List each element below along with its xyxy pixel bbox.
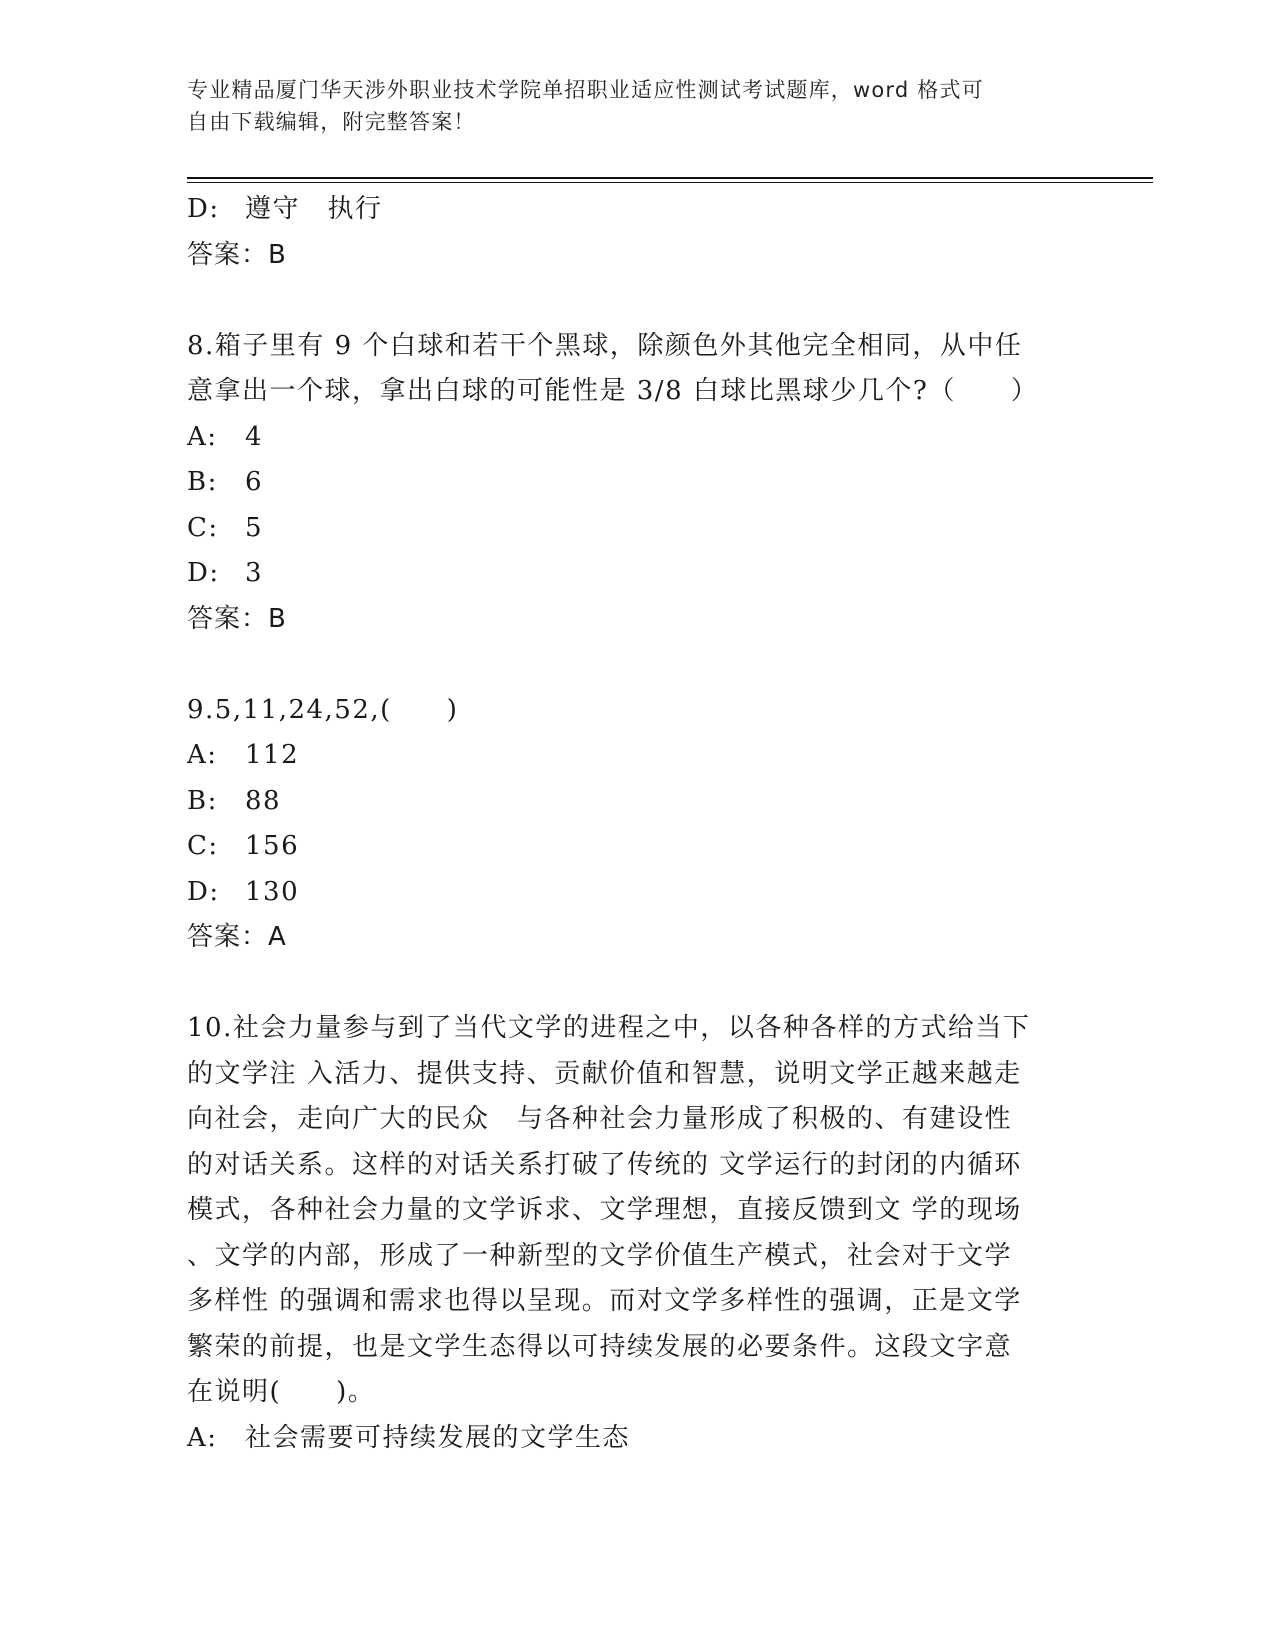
option-letter: D: [187, 194, 220, 224]
option-a [187, 1416, 1067, 1462]
option-text: 88 [245, 785, 282, 816]
option-a [187, 415, 1067, 461]
header-line-1: 专业精品厦门华天涉外职业技术学院单招职业适应性测试考试题库，word 格式可 [187, 78, 984, 102]
option-letter: B: [187, 467, 218, 497]
header-divider-thick [187, 177, 1153, 179]
question-text-line: 向社会，走向广大的民众 与各种社会力量形成了积极的、有建设性 [187, 1104, 1013, 1134]
option-d [187, 187, 1067, 233]
question-text-line: 繁荣的前提，也是文学生态得以可持续发展的必要条件。这段文字意 [187, 1331, 1013, 1362]
option-text: 156 [245, 831, 300, 861]
option-letter: A: [187, 421, 218, 452]
option-text: 社会需要可持续发展的文学生态 [245, 1422, 631, 1453]
answer-line: 答案：B [187, 239, 287, 270]
header-line-2: 自由下载编辑，附完整答案！ [187, 110, 476, 134]
option-a [187, 733, 1067, 779]
question-text-line: 9.5,11,24,52,( ) [187, 694, 459, 725]
option-text: 6 [245, 467, 264, 497]
option-text: 112 [245, 740, 300, 770]
document-body [187, 187, 1067, 1461]
question-text-line: 10.社会力量参与到了当代文学的进程之中，以各种各样的方式给当下 [187, 1013, 1031, 1043]
question-8 [187, 324, 1067, 643]
option-letter: D: [187, 876, 220, 907]
question-10 [187, 1006, 1067, 1461]
option-letter: A: [187, 740, 218, 770]
question-text-line: 在说明( )。 [187, 1377, 376, 1407]
question-text-line: 的对话关系。这样的对话关系打破了传统的 文学运行的封闭的内循环 [187, 1149, 1022, 1180]
option-letter: B: [187, 785, 218, 816]
question-9 [187, 688, 1067, 961]
option-letter: D: [187, 558, 220, 588]
question-text-line: 意拿出一个球，拿出白球的可能性是 3/8 白球比黑球少几个?（ ） [187, 376, 1039, 406]
option-text: 3 [245, 558, 264, 588]
option-letter: A: [187, 1422, 218, 1453]
question-text-line: 多样性 的强调和需求也得以呈现。而对文学多样性的强调，正是文学 [187, 1286, 1022, 1316]
option-d [187, 870, 1067, 916]
option-d [187, 551, 1067, 597]
answer-line: 答案：A [187, 922, 287, 952]
option-text: 4 [245, 421, 264, 452]
option-c [187, 824, 1067, 870]
option-letter: C: [187, 831, 219, 861]
option-text: 130 [245, 876, 300, 907]
answer-line: 答案：B [187, 603, 287, 634]
question-text-line: 、文学的内部，形成了一种新型的文学价值生产模式，社会对于文学 [187, 1240, 1013, 1271]
question-text-line: 的文学注 入活力、提供支持、贡献价值和智慧，说明文学正越来越走 [187, 1058, 1022, 1089]
question-text-line: 8.箱子里有 9 个白球和若干个黑球，除颜色外其他完全相同，从中任 [187, 330, 1023, 361]
header-divider-thin [187, 182, 1153, 183]
option-b [187, 779, 1067, 825]
question-text-line: 模式，各种社会力量的文学诉求、文学理想，直接反馈到文 学的现场 [187, 1195, 1022, 1225]
option-text: 遵守 执行 [245, 194, 383, 224]
option-b [187, 460, 1067, 506]
option-text: 5 [245, 512, 264, 543]
option-letter: C: [187, 512, 219, 543]
option-c [187, 506, 1067, 552]
page-header [187, 74, 1067, 138]
